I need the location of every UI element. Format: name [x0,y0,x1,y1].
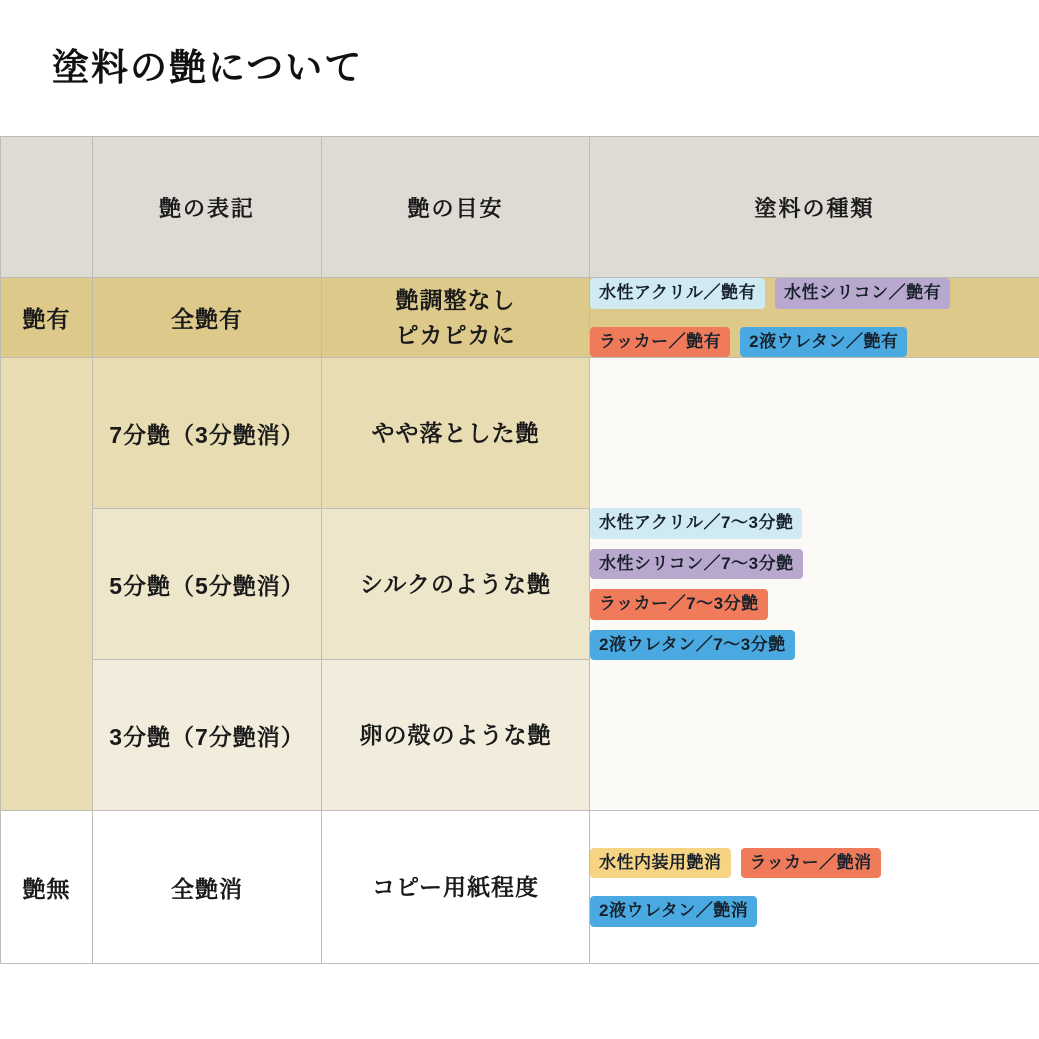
paint-tag: 2液ウレタン／艶消 [590,896,757,927]
tag-group [590,848,1039,927]
paint-types-cell-matte [590,811,1039,964]
gloss-guide-5: シルクのような艶 [322,509,590,660]
paint-tag: ラッカー／艶消 [741,848,881,879]
paint-tag: 水性内装用艶消 [590,848,731,879]
paint-tag: 水性シリコン／7〜3分艶 [590,549,803,580]
tag-group [590,278,1039,357]
guide-line-1: 艶調整なし [395,287,516,314]
paint-tag: 水性アクリル／艶有 [590,278,765,309]
table-row [1,358,1039,509]
paint-types-cell-full-gloss [590,278,1039,358]
gloss-guide-full [322,278,590,358]
gloss-guide-7: やや落とした艶 [322,358,590,509]
paint-types-cell-semi-gloss [590,358,1039,811]
paint-tag: 2液ウレタン／7〜3分艶 [590,630,795,661]
gloss-name-3: 3分艶（7分艶消） [93,660,322,811]
column-header-notation: 艶の表記 [93,137,322,278]
gloss-guide-matte: コピー用紙程度 [322,811,590,964]
paint-tag: 水性アクリル／7〜3分艶 [590,508,802,539]
group-label-gloss: 艶有 [1,278,93,358]
gloss-name-7: 7分艶（3分艶消） [93,358,322,509]
column-header-types: 塗料の種類 [590,137,1039,278]
table-row [1,811,1039,964]
gloss-table [0,136,1039,964]
paint-tag: ラッカー／7〜3分艶 [590,589,768,620]
table-header-row [1,137,1039,278]
tag-group [590,508,1039,660]
table-row [1,278,1039,358]
table-body [1,278,1039,964]
paint-tag: 2液ウレタン／艶有 [740,327,907,358]
gloss-name-matte: 全艶消 [93,811,322,964]
column-header-guide: 艶の目安 [322,137,590,278]
paint-tag: ラッカー／艶有 [590,327,730,358]
group-label-semi [1,358,93,811]
page-title: 塗料の艶について [52,47,364,88]
gloss-name-5: 5分艶（5分艶消） [93,509,322,660]
column-header-blank [1,137,93,278]
paint-tag: 水性シリコン／艶有 [775,278,950,309]
table-header [1,137,1039,278]
group-label-matte: 艶無 [1,811,93,964]
gloss-guide-3: 卵の殻のような艶 [322,660,590,811]
gloss-name-full: 全艶有 [93,278,322,358]
guide-line-2: ピカピカに [395,321,516,348]
